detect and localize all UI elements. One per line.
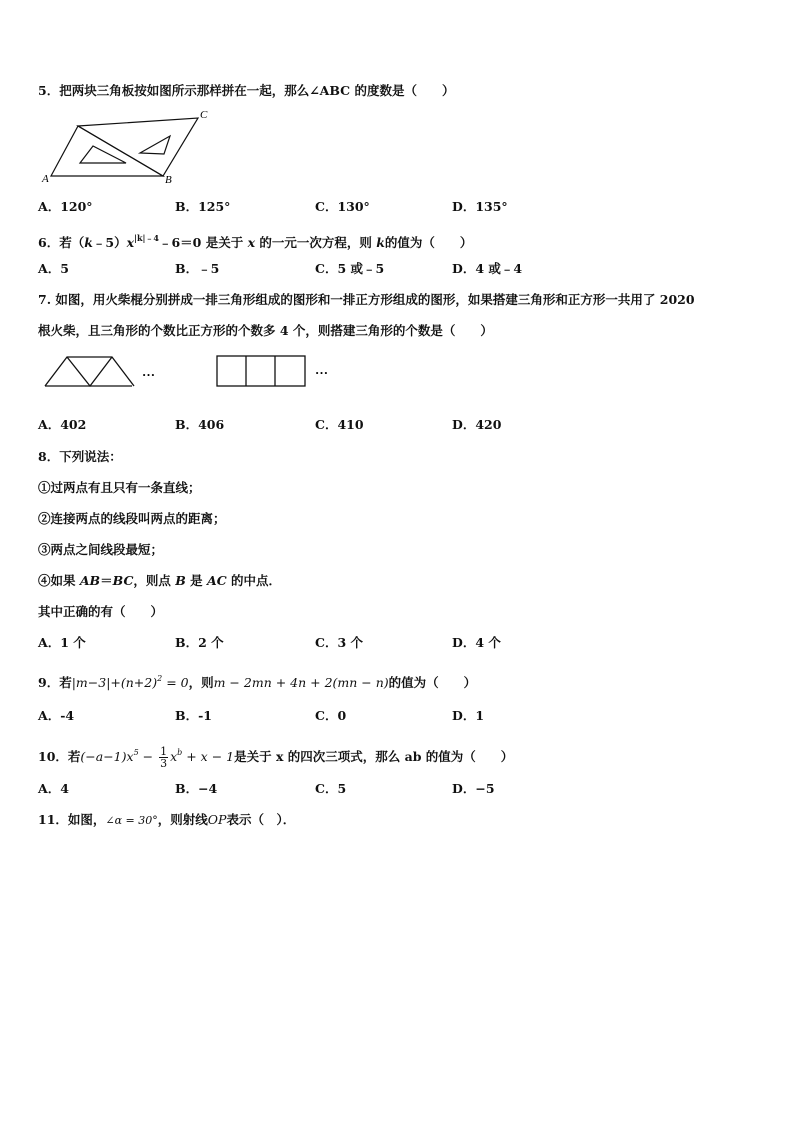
q5-option-b: B．125°	[175, 199, 231, 214]
q8-option-a: A．1 个	[38, 635, 86, 650]
q5-label-b: B	[165, 174, 172, 186]
q10-option-a: A．4	[38, 781, 69, 796]
q7-option-d: D．420	[452, 417, 502, 432]
q8-option-c: C．3 个	[315, 635, 363, 650]
q10-fraction: $\frac{1}{3}$	[160, 745, 168, 770]
q7-text-line1: 7. 如图，用火柴棍分别拼成一排三角形组成的图形和一排正方形组成的图形，如果搭建三角形和正方形一共用了 2020	[38, 292, 695, 307]
q5-text: 5．把两块三角板按如图所示那样拼在一起，那么∠ABC 的度数是（ ）	[38, 83, 455, 98]
q6-option-d: D．4 或﹣4	[452, 261, 523, 276]
q7-squares-figure	[214, 352, 344, 392]
q9-expr-1: |m−3|+(n+2)	[71, 675, 158, 690]
q8-statement-1: ①过两点有且只有一条直线；	[38, 480, 201, 495]
q8-statement-4: ④如果 AB＝BC，则点 B 是 AC 的中点．	[38, 573, 282, 588]
q7-option-b: B．406	[175, 417, 225, 432]
q8-statement-2: ②连接两点的线段叫两点的距离；	[38, 511, 226, 526]
q9-option-c: C．0	[315, 708, 347, 723]
q9-expr-2: m − 2mn + 4n + 2(mn − n)	[213, 675, 389, 690]
q7-dots-1: …	[142, 364, 155, 379]
q5-triangle-2-inner	[140, 136, 170, 154]
q10-option-b: B．−4	[175, 781, 218, 796]
q7-option-c: C．410	[315, 417, 364, 432]
q8-ask: 其中正确的有（ ）	[38, 604, 164, 619]
q9-option-a: A．-4	[38, 708, 75, 723]
q6-option-b: B．﹣5	[175, 261, 220, 276]
q5-label-a: A	[42, 173, 49, 185]
q6-option-a: A．5	[38, 261, 69, 276]
q8-option-b: B．2 个	[175, 635, 224, 650]
q5-option-c: C．130°	[315, 199, 370, 214]
q7-option-a: A．402	[38, 417, 87, 432]
q5-label-c: C	[200, 109, 208, 121]
q9-option-d: D．1	[452, 708, 485, 723]
q5-option-d: D．135°	[452, 199, 508, 214]
q7-text-line2: 根火柴，且三角形的个数比正方形的个数多 4 个，则搭建三角形的个数是（ ）	[38, 323, 493, 338]
q6-text: 6．若$(k﹣5)x^{|k|﹣4}﹣6=0$ 是关于 x 的一元一次方程，则 k的值为（ ）	[38, 233, 473, 250]
q8-option-d: D．4 个	[452, 635, 501, 650]
q10-option-d: D．−5	[452, 781, 495, 796]
q7-dots-2: …	[315, 362, 328, 377]
q5-triangles-figure	[38, 108, 218, 186]
q8-statement-3: ③两点之间线段最短；	[38, 542, 164, 557]
q10-text: 10．若$(-a-1)x^5$ − $\frac{1}{3}$ $x^b + x - 1$是关于 x 的四次三项式，那么 ab 的值为（ ）	[38, 745, 514, 770]
q9-text: 9．若$|m-3|+(n+2)^2 = 0$，则m − 2mn + 4n + 2(mn − n)的值为（ ）	[38, 674, 477, 690]
q5-triangle-1-inner	[80, 146, 126, 163]
q8-title: 8．下列说法：	[38, 449, 122, 464]
q5-option-a: A．120°	[38, 199, 93, 214]
q7-triangles-figure	[40, 352, 180, 392]
q6-option-c: C．5 或﹣5	[315, 261, 385, 276]
q10-option-c: C．5	[315, 781, 347, 796]
q11-text: 11．如图，∠α = 30°，则射线OP表示（ ）．	[38, 812, 296, 827]
q5-triangle-1	[51, 126, 163, 176]
q9-option-b: B．-1	[175, 708, 212, 723]
